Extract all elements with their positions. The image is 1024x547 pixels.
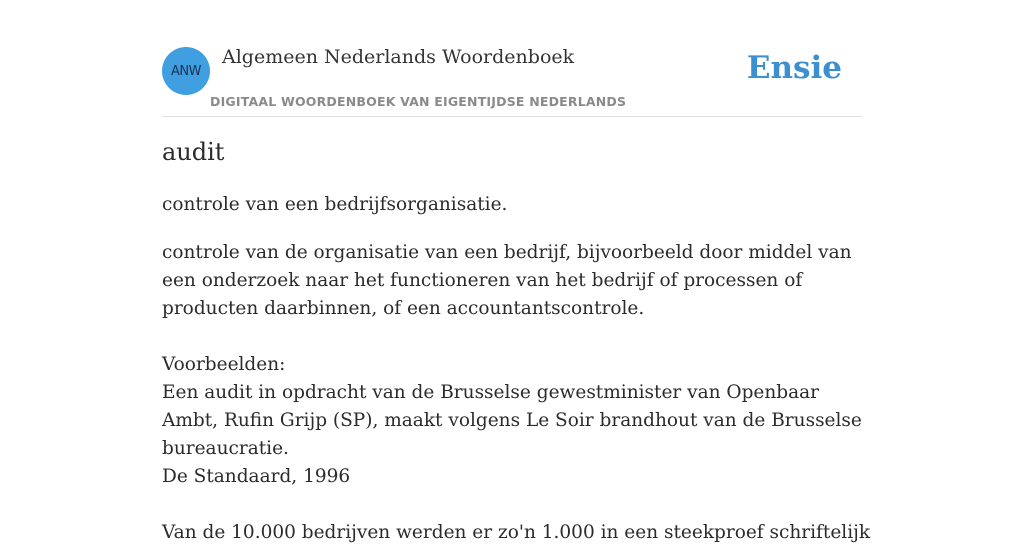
spacer <box>162 323 872 351</box>
page-container <box>162 0 871 543</box>
example-text: Een audit in opdracht van de Brusselse gewestminister van Openbaar Ambt, Rufin Grijp (SP), maakt volgens Le Soir brandhout van de Brusselse bureaucratie. <box>162 382 862 459</box>
example-source: De Standaard, 1996 <box>162 466 351 487</box>
example-text: Van de 10.000 bedrijven werden er zo'n 1.000 in een steekproef schriftelijk <box>162 522 871 543</box>
anw-logo[interactable] <box>162 47 210 95</box>
site-header <box>162 0 862 117</box>
logo-text: ANW <box>171 63 201 79</box>
spacer <box>162 491 872 519</box>
short-definition: controle van een bedrijfsorganisatie. <box>162 194 508 215</box>
examples-label: Voorbeelden: <box>162 354 286 375</box>
headword: audit <box>162 138 225 166</box>
site-title[interactable]: Algemeen Nederlands Woordenboek <box>222 46 575 68</box>
ensie-brand-logo[interactable]: Ensie <box>746 50 842 86</box>
site-subtitle: DIGITAAL WOORDENBOEK VAN EIGENTIJDSE NEDERLANDS <box>210 94 627 109</box>
entry-body <box>162 239 872 547</box>
long-definition: controle van de organisatie van een bedrijf, bijvoorbeeld door middel van een onderzoek naar het functioneren van het bedrijf of processen of producten daarbinnen, of een accountantscontrole. <box>162 242 852 319</box>
